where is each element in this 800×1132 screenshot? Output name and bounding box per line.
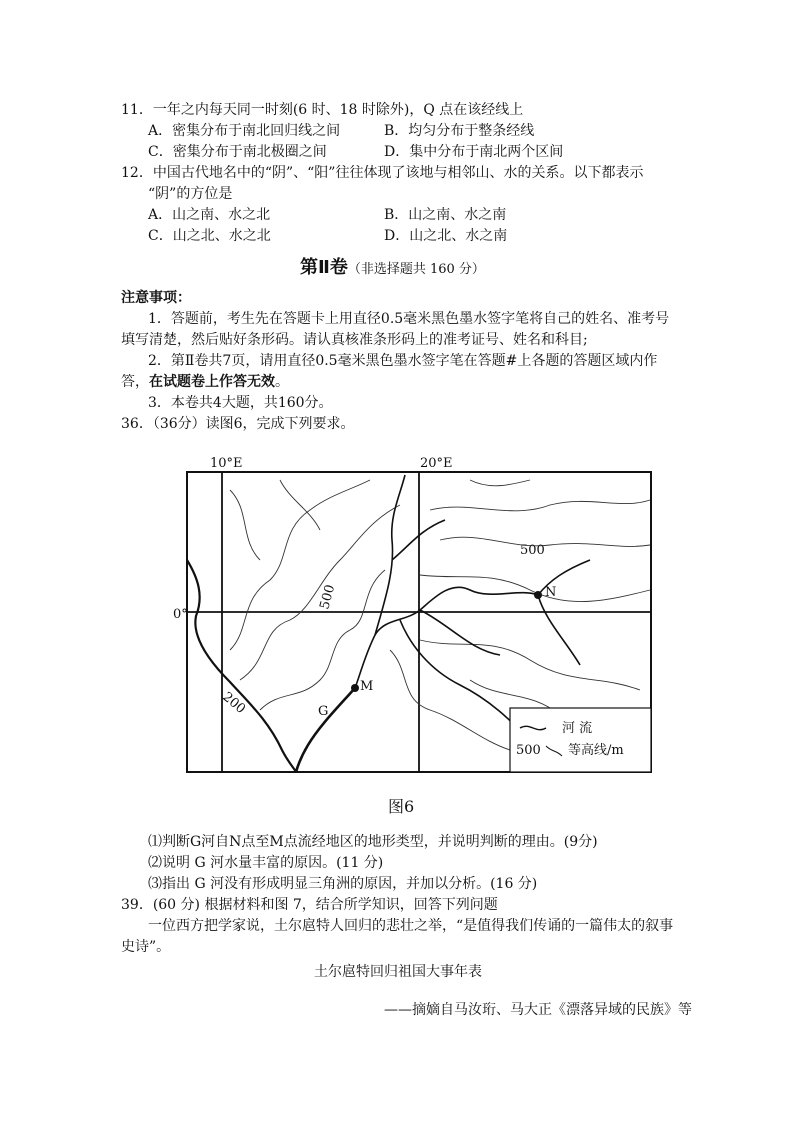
contour-label-200: 200: [219, 689, 249, 718]
label-20e: 20°E: [420, 456, 453, 471]
figure-6-map: [170, 450, 670, 780]
figure-caption: 图6: [388, 797, 415, 816]
q11-option-b: B．均匀分布于整条经线: [384, 123, 535, 139]
q11-option-c: C．密集分布于南北极圈之间: [148, 144, 327, 160]
q39-quote-line2: 史诗”。: [121, 939, 171, 955]
note-1-line2: 填写清楚，然后贴好条形码。请认真核准条形码上的准考证号、姓名和科目;: [121, 332, 588, 348]
q11-option-a: A．密集分布于南北回归线之间: [148, 123, 341, 139]
q36-sub2: ⑵说明 G 河水量丰富的原因。(11 分): [148, 855, 384, 871]
section-heading: [300, 255, 485, 283]
q12-option-a: A．山之南、水之北: [148, 207, 271, 223]
note-2-line1: 2．第Ⅱ卷共7页，请用直径0.5毫米黑色墨水签字笔在答题#上各题的答题区域内作: [148, 353, 658, 369]
q36-sub1: ⑴判断G河自N点至M点流经地区的地形类型，并说明判断的理由。(9分): [148, 834, 598, 850]
note-3: 3．本卷共4大题，共160分。: [148, 395, 333, 411]
q39-source: ——摘嫡自马汝珩、马大正《漂落异域的民族》等: [384, 1002, 692, 1018]
label-g: G: [318, 704, 329, 719]
q12-stem-line1: 12．中国古代地名中的“阴”、“阳”往往体现了该地与相邻山、水的关系。以下都表示: [121, 165, 644, 181]
q11-option-d: D．集中分布于南北两个区间: [384, 144, 564, 160]
q36-sub3: ⑶指出 G 河没有形成明显三角洲的原因，并加以分析。(16 分): [148, 876, 538, 892]
point-n-marker: [534, 591, 542, 599]
label-n: N: [545, 585, 557, 600]
section-subtitle: （非选择题共 160 分）: [347, 262, 485, 277]
q12-option-d: D．山之北、水之南: [384, 228, 508, 244]
legend-contour-label: 等高线/m: [568, 743, 624, 758]
notes-heading: 注意事项：: [121, 290, 191, 306]
q11-stem: 11．一年之内每天同一时刻(6 时、18 时除外)，Q 点在该经线上: [121, 102, 524, 118]
note-2-end: 。: [275, 374, 289, 390]
note-1-line1: 1．答题前，考生先在答题卡上用直径0.5毫米黑色墨水签字笔将自己的姓名、准考号: [148, 311, 670, 327]
contour-label-500-east: 500: [520, 543, 545, 558]
coastline: [187, 560, 296, 772]
map-legend: [510, 708, 651, 772]
legend-contour-value: 500: [516, 743, 541, 758]
q12-stem-line2: “阴”的方位是: [148, 186, 233, 202]
q39-quote-line1: 一位西方把学家说，土尔扈特人回归的悲壮之举，“是值得我们传诵的一篇伟太的叙事: [148, 918, 674, 934]
q12-option-b: B．山之南、水之南: [384, 207, 507, 223]
q39-table-title: 土尔扈特回归祖国大事年表: [314, 964, 482, 980]
note-2-warning: 在试题卷上作答无效: [149, 374, 275, 390]
label-equator: 0°: [173, 607, 188, 622]
label-m: M: [360, 679, 374, 694]
contour-label-500-west: 500: [317, 583, 339, 612]
label-10e: 10°E: [210, 456, 243, 471]
q39-stem: 39．(60 分) 根据材料和图 7，结合所学知识，回答下列问题: [121, 897, 498, 913]
q12-option-c: C．山之北、水之北: [148, 228, 271, 244]
note-2-line2: [121, 372, 289, 392]
point-m-marker: [351, 684, 359, 692]
q36-stem: 36．（36分）读图6，完成下列要求。: [121, 416, 355, 432]
legend-river-label: 河 流: [562, 721, 593, 736]
note-2-text: 答，: [121, 374, 149, 390]
section-title: 第Ⅱ卷: [300, 257, 348, 278]
